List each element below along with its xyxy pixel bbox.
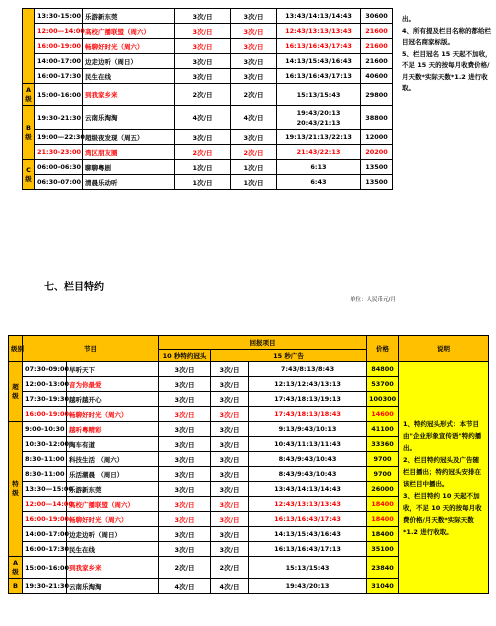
price-cell: 29800: [361, 84, 393, 106]
count-cell: 3次/日: [211, 527, 249, 542]
count-cell: 3次/日: [159, 452, 211, 467]
price-cell: 18400: [367, 527, 399, 542]
price-cell: 21600: [361, 54, 393, 69]
count-cell: 3次/日: [211, 407, 249, 422]
time-cell: 06:00-06:30: [35, 160, 83, 175]
count-cell: 3次/日: [159, 527, 211, 542]
times-cell: 7:43/8:13/8:43: [249, 362, 367, 377]
count-cell: 3次/日: [159, 437, 211, 452]
count-cell: 3次/日: [159, 362, 211, 377]
count-cell: 3次/日: [175, 69, 231, 84]
count-cell: 3次/日: [231, 69, 277, 84]
times-cell: 12:13/12:43/13:13: [249, 377, 367, 392]
price-cell: 13500: [361, 175, 393, 190]
header-note: 说明: [399, 336, 489, 362]
price-cell: 33360: [367, 437, 399, 452]
time-cell: 14:00-17:00: [35, 54, 83, 69]
time-cell: 8:30-11:00: [23, 452, 67, 467]
count-cell: 1次/日: [175, 160, 231, 175]
count-cell: 3次/日: [231, 24, 277, 39]
header-col1: 10 秒特约冠头: [159, 350, 211, 362]
count-cell: 3次/日: [211, 482, 249, 497]
time-cell: 13:30-15:00: [35, 9, 83, 24]
program-cell: 畅聊好时光（周六）: [67, 512, 159, 527]
times-cell: 21:43/22:13: [277, 145, 361, 160]
program-cell: 乐游新东莞: [67, 482, 159, 497]
count-cell: 3次/日: [231, 130, 277, 145]
sponsorship-table: [8, 335, 489, 594]
price-cell: 26000: [367, 482, 399, 497]
table-row: [23, 130, 393, 145]
table-row: [23, 69, 393, 84]
time-cell: 12:00—14:00: [35, 24, 83, 39]
count-cell: 3次/日: [159, 542, 211, 557]
time-cell: 06:30-07:00: [35, 175, 83, 190]
count-cell: 2次/日: [175, 84, 231, 106]
times-cell: 13:43/14:13/14:43: [249, 482, 367, 497]
price-cell: 30600: [361, 9, 393, 24]
table-row: [23, 9, 393, 24]
price-cell: 35100: [367, 542, 399, 557]
count-cell: 3次/日: [159, 512, 211, 527]
count-cell: 3次/日: [175, 39, 231, 54]
times-cell: 12:43/13:13/13:43: [249, 497, 367, 512]
times-cell: 16:13/16:43/17:13: [249, 542, 367, 557]
program-cell: 畅聊好时光（周六）: [83, 39, 175, 54]
program-cell: 音为你最爱: [67, 377, 159, 392]
times-cell: 15:13/15:43: [249, 557, 367, 579]
time-cell: 19:30-21:30: [35, 106, 83, 130]
time-cell: 15:00-16:00: [23, 557, 67, 579]
count-cell: 3次/日: [159, 407, 211, 422]
top-notes: [402, 14, 492, 95]
times-cell: 17:43/18:13/19:13: [249, 392, 367, 407]
section-title: 七、栏目特约: [44, 282, 104, 293]
time-cell: 16:00-19:00: [23, 407, 67, 422]
price-cell: 21600: [361, 24, 393, 39]
count-cell: 3次/日: [211, 437, 249, 452]
times-cell: 8:43/9:43/10:43: [249, 467, 367, 482]
unit-label: 单位：人民币元/月: [350, 297, 396, 303]
count-cell: 3次/日: [175, 54, 231, 69]
times-cell: 16:13/16:43/17:43: [249, 512, 367, 527]
time-cell: 15:00-16:00: [35, 84, 83, 106]
header-level: 级别: [9, 336, 23, 362]
price-cell: 40600: [361, 69, 393, 84]
level-cell: 特级: [9, 422, 23, 557]
count-cell: 3次/日: [159, 422, 211, 437]
program-cell: 云南乐淘淘: [67, 579, 159, 594]
count-cell: 3次/日: [211, 467, 249, 482]
count-cell: 3次/日: [175, 24, 231, 39]
price-cell: 12000: [361, 130, 393, 145]
time-cell: 8:30-11:00: [23, 467, 67, 482]
count-cell: 3次/日: [211, 452, 249, 467]
program-cell: 科技生活 （周六）: [67, 452, 159, 467]
header-price: 价格: [367, 336, 399, 362]
time-cell: 13:30—15:00: [23, 482, 67, 497]
count-cell: 3次/日: [211, 422, 249, 437]
time-cell: 16:00-17:30: [23, 542, 67, 557]
top-notes-text: 出。 4、所有提及栏目名称的都给栏目冠名商家标版。 5、栏目冠名 15 天起不加收，不足 15 天的按每月收费价格/月天数*实际天数*1.2 进行收取。: [402, 15, 492, 92]
count-cell: 3次/日: [159, 467, 211, 482]
table-row: [23, 24, 393, 39]
time-cell: 14:00-17:00: [23, 527, 67, 542]
count-cell: 3次/日: [211, 377, 249, 392]
header-program: 节目: [23, 336, 159, 362]
price-cell: 21600: [361, 39, 393, 54]
price-cell: 13500: [361, 160, 393, 175]
count-cell: 3次/日: [159, 377, 211, 392]
price-cell: 31040: [367, 579, 399, 594]
program-cell: 早听天下: [67, 362, 159, 377]
count-cell: 2次/日: [231, 145, 277, 160]
level-cell: B级: [23, 106, 35, 160]
program-cell: 畅聊好时光（周六）: [67, 407, 159, 422]
price-cell: 18400: [367, 512, 399, 527]
times-cell: 13:43/14:13/14:43: [277, 9, 361, 24]
time-cell: 19:30-21:30: [23, 579, 67, 594]
count-cell: 2次/日: [231, 84, 277, 106]
header-col2: 15 秒广告: [211, 350, 367, 362]
program-cell: 越听越开心: [67, 392, 159, 407]
times-cell: 19:43/20:13 20:43/21:13: [277, 106, 361, 130]
program-cell: 高校广播联盟（周六）: [67, 497, 159, 512]
count-cell: 3次/日: [159, 392, 211, 407]
count-cell: 1次/日: [175, 175, 231, 190]
table-row: [23, 175, 393, 190]
top-pricing-table: [22, 8, 393, 190]
count-cell: 3次/日: [231, 54, 277, 69]
time-cell: 16:00-19:00: [35, 39, 83, 54]
program-cell: 高校广播联盟（周六）: [83, 24, 175, 39]
program-cell: 边走边听（周日）: [83, 54, 175, 69]
price-cell: 23840: [367, 557, 399, 579]
price-cell: 18400: [367, 497, 399, 512]
count-cell: 3次/日: [231, 9, 277, 24]
times-cell: 8:43/9:43/10:43: [249, 452, 367, 467]
count-cell: 4次/日: [159, 579, 211, 594]
program-cell: 到我家乡来: [67, 557, 159, 579]
program-cell: 云南乐淘淘: [83, 106, 175, 130]
count-cell: 4次/日: [175, 106, 231, 130]
count-cell: 3次/日: [211, 392, 249, 407]
count-cell: 4次/日: [231, 106, 277, 130]
count-cell: 3次/日: [159, 497, 211, 512]
times-cell: 15:13/15:43: [277, 84, 361, 106]
program-cell: 陶车有道: [67, 437, 159, 452]
count-cell: 3次/日: [211, 497, 249, 512]
time-cell: 10:30-12:00: [23, 437, 67, 452]
count-cell: 3次/日: [231, 39, 277, 54]
count-cell: 3次/日: [175, 9, 231, 24]
table-row: [23, 145, 393, 160]
program-cell: 湾区朋友圈: [83, 145, 175, 160]
count-cell: 2次/日: [211, 557, 249, 579]
program-cell: 越听粤精彩: [67, 422, 159, 437]
price-cell: 14600: [367, 407, 399, 422]
times-cell: 17:43/18:13/18:43: [249, 407, 367, 422]
table-row: [23, 84, 393, 106]
table-row: [23, 39, 393, 54]
count-cell: 3次/日: [159, 482, 211, 497]
program-cell: 到我家乡来: [83, 84, 175, 106]
times-cell: 16:13/16:43/17:13: [277, 69, 361, 84]
time-cell: 12:00-13:00: [23, 377, 67, 392]
count-cell: 3次/日: [211, 362, 249, 377]
level-cell: [23, 9, 35, 84]
time-cell: 17:30-19:30: [23, 392, 67, 407]
program-cell: 边走边听（周日）: [67, 527, 159, 542]
time-cell: 16:00-19:00: [23, 512, 67, 527]
price-cell: 100300: [367, 392, 399, 407]
count-cell: 2次/日: [175, 145, 231, 160]
table-row: [23, 54, 393, 69]
times-cell: 9:13/9:43/10:13: [249, 422, 367, 437]
count-cell: 3次/日: [211, 512, 249, 527]
price-cell: 20200: [361, 145, 393, 160]
count-cell: 3次/日: [175, 130, 231, 145]
level-cell: B: [9, 579, 23, 594]
times-cell: 6:43: [277, 175, 361, 190]
program-cell: 清晨乐动听: [83, 175, 175, 190]
count-cell: 2次/日: [159, 557, 211, 579]
count-cell: 4次/日: [211, 579, 249, 594]
times-cell: 14:13/15:43/16:43: [249, 527, 367, 542]
time-cell: 19:00—22:30: [35, 130, 83, 145]
level-cell: 超级: [9, 362, 23, 422]
count-cell: 3次/日: [211, 542, 249, 557]
program-cell: 超级夜发现（周五）: [83, 130, 175, 145]
times-cell: 10:43/11:13/11:43: [249, 437, 367, 452]
times-cell: 16:13/16:43/17:43: [277, 39, 361, 54]
count-cell: 1次/日: [231, 175, 277, 190]
program-cell: 民生在线: [83, 69, 175, 84]
table-row: [23, 106, 393, 130]
notes-cell: 1、特约冠头形式：本节目由"企业形象宣传语"特约播出。 2、栏目特约冠头及广告随栏目播出；特约冠头安排在该栏目中播出。 3、栏目特约 10 天起不加收，不足 10 天的按每月收费价格/月天数*实际天数*1.2 进行收取。: [399, 362, 489, 594]
times-cell: 6:13: [277, 160, 361, 175]
times-cell: 14:13/15:43/16:43: [277, 54, 361, 69]
time-cell: 9:00-10:30: [23, 422, 67, 437]
price-cell: 9700: [367, 467, 399, 482]
time-cell: 07:30-09:00: [23, 362, 67, 377]
program-cell: 乐活潮晨 （周日）: [67, 467, 159, 482]
count-cell: 1次/日: [231, 160, 277, 175]
price-cell: 84800: [367, 362, 399, 377]
level-cell: C级: [23, 160, 35, 190]
price-cell: 38800: [361, 106, 393, 130]
level-cell: A级: [23, 84, 35, 106]
price-cell: 9700: [367, 452, 399, 467]
header-items: 回报项目: [159, 336, 367, 350]
table-row: [9, 362, 489, 377]
level-cell: A级: [9, 557, 23, 579]
program-cell: 乐游新东莞: [83, 9, 175, 24]
table-row: [23, 160, 393, 175]
time-cell: 16:00-17:30: [35, 69, 83, 84]
price-cell: 41100: [367, 422, 399, 437]
price-cell: 53700: [367, 377, 399, 392]
program-cell: 聊聊粤剧: [83, 160, 175, 175]
times-cell: 19:43/20:13: [249, 579, 367, 594]
times-cell: 12:43/13:13/13:43: [277, 24, 361, 39]
program-cell: 民生在线: [67, 542, 159, 557]
times-cell: 19:13/21:13/22:13: [277, 130, 361, 145]
time-cell: 12:00—14:00: [23, 497, 67, 512]
time-cell: 21:30-23:00: [35, 145, 83, 160]
